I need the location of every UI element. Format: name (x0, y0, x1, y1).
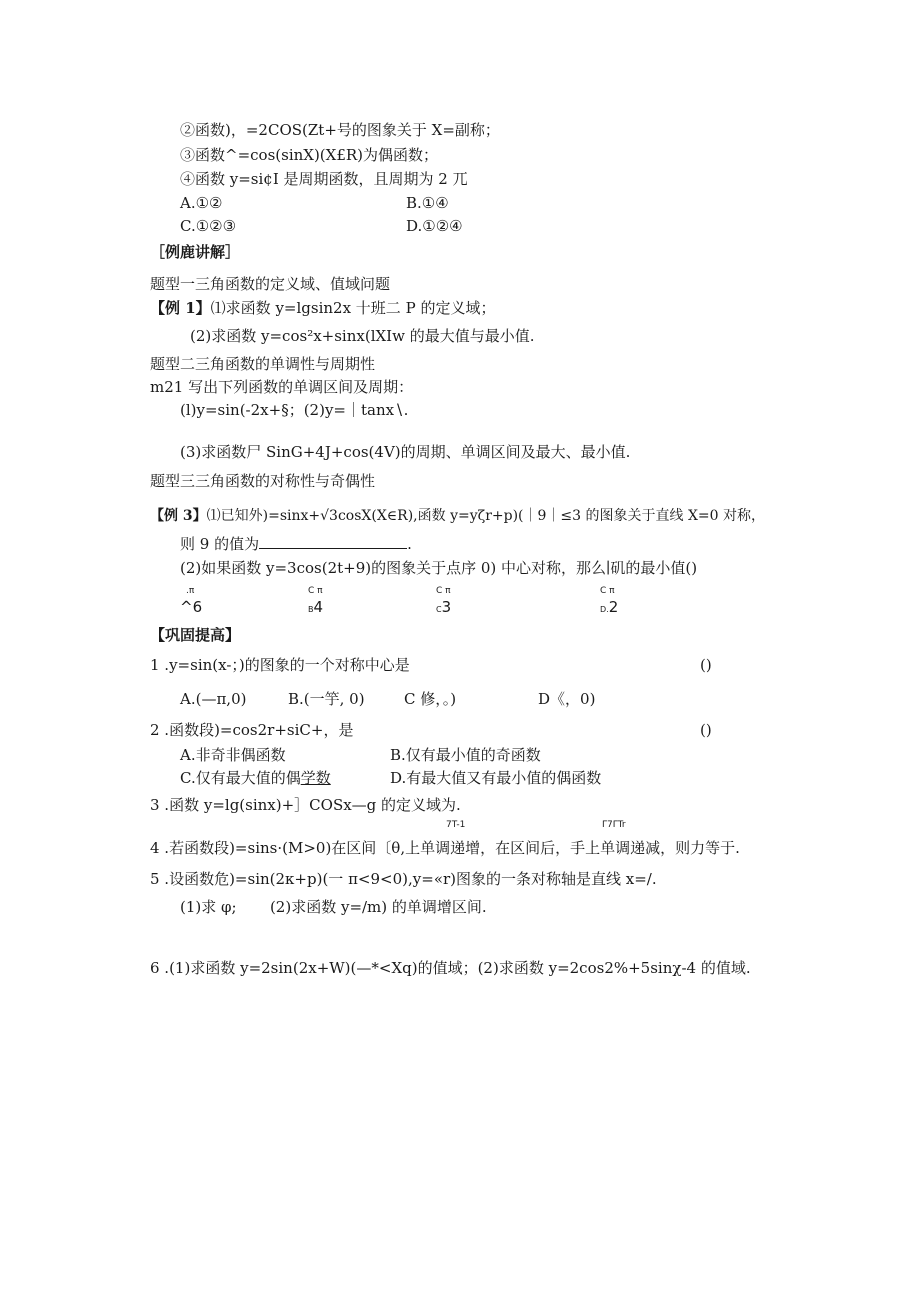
question-4-note-1: 7T-1 (446, 820, 466, 830)
question-2-option-a: A.非奇非偶函数 (180, 746, 286, 764)
example3-q1: ⑴已知外)=sinx+√3cosX(X∈R),函数 y=yζr+p)(｜9｜≤3 的图象关于直线 X=0 对称， (206, 508, 766, 524)
ex3-option-c-top: C π (436, 586, 451, 596)
question-4: 4 .若函数段)=sins·(M>0)在区间〔θ,上单调递增，在区间后，手上单调递减，则力等于. (150, 839, 740, 857)
example1-q1: ⑴求函数 y=lgsin2x 十班二 P 的定义域； (210, 299, 496, 317)
question-1-option-d: D《，0) (538, 690, 596, 708)
ex3-option-d-value: 2 (608, 598, 619, 616)
example3-label: 【例 3】 (150, 508, 207, 524)
answer-blank[interactable] (259, 536, 407, 549)
consolidate-heading: 【巩固提高】 (150, 626, 241, 644)
example1-line1 (150, 298, 495, 318)
ex3-option-d-letter: D. (600, 605, 609, 614)
ex3-option-d-bottom (600, 598, 618, 619)
ex3-option-d-top: C π (600, 586, 615, 596)
question-2-option-c (180, 768, 331, 788)
question-6: 6 .(1)求函数 y=2sin(2x+W)(—*<Xq)的值域；(2)求函数 y=2cos2%+5sinχ-4 的值域. (150, 959, 751, 977)
example2-label: m21 写出下列函数的单调区间及周期： (150, 378, 414, 396)
type3-title: 题型三三角函数的对称性与奇偶性 (150, 472, 376, 490)
ex3-option-c-letter: C (436, 605, 442, 614)
question-5: 5 .设函数危)=sin(2κ+p)(一 π<9<0),y=«r)图象的一条对称轴是直线 x=/. (150, 870, 657, 888)
question-1-paren: () (700, 656, 712, 674)
ex3-option-b-letter: B (308, 605, 314, 614)
examples-heading: ［例鹿讲解］ (150, 243, 241, 261)
question-3: 3 .函数 y=lg(sinx)+］COSx—g 的定义域为. (150, 796, 461, 814)
example1-q2: (2)求函数 y=cos²x+sinx(lXIw 的最大值与最小值. (190, 327, 535, 345)
example2-q1: (l)y=sin(-2x+§；(2)y=｜tanx∖. (180, 401, 409, 419)
statement-4: ④函数 y=si¢I 是周期函数，且周期为 2 兀 (180, 170, 468, 188)
ex3-option-c-value: 3 (441, 598, 452, 616)
option-c: C.①②③ (180, 217, 237, 235)
ex3-option-b-top: C π (308, 586, 323, 596)
option-b: B.①④ (406, 194, 449, 212)
question-2-paren: () (700, 721, 712, 739)
statement-2: ②函数)，=2COS(Zt+号的图象关于 X=副称； (180, 121, 500, 139)
type1-title: 题型一三角函数的定义域、值域问题 (150, 275, 391, 293)
ex3-option-a-bottom: ^6 (180, 598, 203, 616)
question-2-option-c-underlined: 学数 (300, 769, 331, 787)
question-1-option-c: C 修，。) (404, 690, 457, 708)
question-5-subparts: (1)求 φ; (2)求函数 y=/m) 的单调增区间. (180, 898, 487, 916)
question-2-option-b: B.仅有最小值的奇函数 (390, 746, 541, 764)
ex3-option-b-value: 4 (313, 598, 324, 616)
question-1-option-a: A.(—π,0) (180, 690, 247, 708)
ex3-option-b-bottom (308, 598, 323, 619)
type2-title: 题型二三角函数的单调性与周期性 (150, 355, 376, 373)
ex3-option-c-bottom (436, 598, 451, 619)
example3-q2: (2)如果函数 y=3cos(2t+9)的图象关于点序 0) 中心对称，那么∣矶的最小值() (180, 559, 698, 577)
example2-q3: (3)求函数尸 SinG+4J+cos(4V)的周期、单调区间及最大、最小值. (180, 443, 631, 461)
example3-q1b-period: . (407, 535, 412, 553)
question-2-option-c-text: C.仅有最大值的偶 (180, 769, 301, 787)
question-2-option-d: D.有最大值又有最小值的偶函数 (390, 769, 602, 787)
example3-q1b-text: 则 9 的值为 (180, 535, 260, 553)
question-1-option-b: B.(一竽, 0) (288, 690, 365, 708)
question-2: 2 .函数段)=cos2r+siC+，是 (150, 721, 354, 739)
example3-line1 (150, 506, 765, 526)
question-1: 1 .y=sin(x-；)的图象的一个对称中心是 (150, 656, 410, 674)
option-a: A.①② (180, 194, 223, 212)
question-4-note-2: Γ7ΓTr (602, 820, 626, 830)
option-d: D.①②④ (406, 217, 463, 235)
statement-3: ③函数^=cos(sinX)(X£R)为偶函数； (180, 146, 439, 164)
example1-label: 【例 1】 (150, 299, 211, 317)
ex3-option-a-top: .π (186, 586, 195, 596)
example3-q1-continued (180, 534, 412, 554)
